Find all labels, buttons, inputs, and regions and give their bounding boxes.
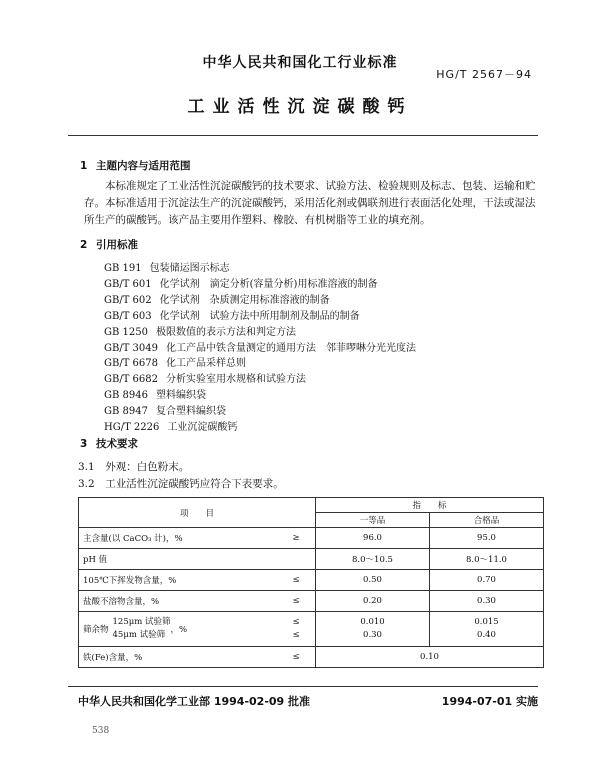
first-45: 0.30: [363, 630, 382, 640]
row-qualified: 8.0～11.0: [430, 549, 544, 570]
reference-item: [104, 307, 360, 322]
approval-line: 中华人民共和国化学工业部 1994-02-09 批准: [78, 695, 311, 708]
section-1-para-1: 本标准规定了工业活性沉淀碳酸钙的技术要求、试验方法、检验规则及标志、包装、运输和贮存。: [84, 180, 536, 209]
row-value-merged: 0.10: [316, 647, 544, 668]
page-number: 538: [92, 726, 110, 736]
section-1-heading: [80, 158, 191, 173]
section-title: 主题内容与适用范围: [96, 160, 191, 172]
col-header-item: 项 目: [79, 498, 316, 528]
reference-item: [104, 323, 296, 338]
header-rule: [68, 135, 538, 136]
residue-label: 筛余物: [83, 625, 109, 635]
residue-sieves: [113, 616, 171, 642]
reference-code: GB/T 3049: [104, 342, 159, 354]
standard-number: HG/T 2567－94: [436, 68, 532, 81]
table-row: [79, 528, 544, 549]
reference-title: 工业沉淀碳酸钙: [167, 422, 238, 433]
table-row: [79, 591, 544, 612]
reference-code: GB/T 6682: [104, 374, 159, 386]
reference-item: [104, 259, 230, 274]
col-header-first: 一等品: [316, 513, 430, 528]
symbol-45: ≤: [292, 630, 300, 640]
reference-title: 化工产品采样总则: [166, 358, 247, 370]
section-number: 2: [80, 239, 88, 251]
row-first: 8.0～10.5: [316, 549, 430, 570]
row-qualified: 0.30: [430, 591, 544, 612]
row-first: 0.20: [316, 591, 430, 612]
table-row: [79, 612, 544, 647]
reference-title: 化学试剂 滴定分析(容量分析)用标准溶液的制备: [159, 278, 378, 290]
reference-item: [104, 354, 246, 369]
reference-code: GB 8946: [104, 390, 148, 402]
row-first: 96.0: [316, 528, 430, 549]
col-header-qualified: 合格品: [430, 513, 544, 528]
reference-item: [104, 402, 226, 417]
reference-item: [104, 275, 377, 290]
row-item: pH 值: [79, 549, 278, 570]
footer-rule: [68, 686, 538, 687]
reference-title: 分析实验室用水规格和试验方法: [166, 374, 307, 386]
row-symbol: ≤: [277, 570, 316, 591]
symbol-125: ≤: [292, 617, 300, 627]
reference-code: GB 8947: [104, 406, 148, 418]
reference-code: GB/T 602: [104, 294, 152, 306]
spec-table: [78, 497, 544, 668]
reference-title: 包装储运图示标志: [149, 263, 230, 274]
reference-title: 化工产品中铁含量测定的通用方法 邻菲啰啉分光光度法: [166, 342, 417, 354]
reference-title: 复合塑料编织袋: [155, 406, 226, 418]
row-symbol: ≤: [277, 591, 316, 612]
reference-item: [104, 339, 416, 354]
section-3-heading: [80, 436, 138, 451]
table-header-row: [79, 498, 544, 513]
section-number: 3: [80, 438, 88, 450]
section-title: 引用标准: [96, 239, 138, 251]
reference-code: GB 1250: [104, 326, 148, 338]
reference-title: 化学试剂 杂质测定用标准溶液的制备: [159, 294, 330, 306]
reference-title: 塑料编织袋: [155, 390, 206, 402]
row-first: [316, 612, 430, 647]
clause-3-2: 3.2 工业活性沉淀碳酸钙应符合下表要求。: [78, 478, 284, 490]
reference-code: GB/T 601: [104, 278, 152, 290]
implementation-date: 1994-07-01 实施: [441, 695, 538, 708]
row-qualified: 0.70: [430, 570, 544, 591]
reference-item: [104, 386, 206, 401]
residue-sieve-45: 45μm 试验筛: [112, 630, 166, 640]
table-row: [79, 570, 544, 591]
row-symbol: ≤: [277, 647, 316, 668]
residue-sieve-125: 125μm 试验筛: [112, 617, 171, 627]
section-2-heading: [80, 237, 138, 252]
row-symbol: [277, 549, 316, 570]
row-symbol: [277, 612, 316, 647]
section-title: 技术要求: [96, 438, 138, 450]
reference-code: GB/T 603: [104, 310, 152, 322]
row-first: 0.50: [316, 570, 430, 591]
reference-item: [104, 291, 330, 306]
row-item: 105℃下挥发物含量，%: [79, 570, 278, 591]
first-125: 0.010: [360, 617, 385, 627]
qualified-125: 0.015: [474, 617, 499, 627]
section-1-para-2: 本标准适用于沉淀法生产的沉淀碳酸钙，采用活化剂或偶联剂进行表面活化处理，干法或湿法所生产的碳酸钙。该产品主要用作塑料、橡胶、有机树脂等工业的填充剂。: [84, 197, 536, 226]
row-item: 盐酸不溶物含量，%: [79, 591, 278, 612]
page-title: 工业活性沉淀碳酸钙: [187, 97, 413, 117]
row-qualified: [430, 612, 544, 647]
row-symbol: ≥: [277, 528, 316, 549]
table-row: [79, 549, 544, 570]
reference-item: [104, 418, 237, 433]
row-item: 铁(Fe)含量，%: [79, 647, 278, 668]
reference-item: [104, 370, 306, 385]
reference-title: 化学试剂 试验方法中所用制剂及制品的制备: [159, 310, 360, 322]
section-number: 1: [80, 160, 88, 172]
reference-code: GB/T 6678: [104, 358, 159, 370]
row-item-residue: [79, 612, 278, 647]
residue-unit: ，%: [170, 625, 188, 635]
reference-code: HG/T 2226: [104, 422, 160, 433]
col-header-index: 指 标: [316, 498, 544, 513]
row-item: 主含量(以 CaCO₃ 计)，%: [79, 528, 278, 549]
clause-3-1: 3.1 外观：白色粉末。: [78, 461, 190, 473]
row-qualified: 95.0: [430, 528, 544, 549]
reference-code: GB 191: [104, 263, 142, 274]
qualified-45: 0.40: [477, 630, 496, 640]
standard-org: 中华人民共和国化工行业标准: [202, 55, 398, 71]
table-row: [79, 647, 544, 668]
reference-title: 极限数值的表示方法和判定方法: [155, 326, 296, 338]
